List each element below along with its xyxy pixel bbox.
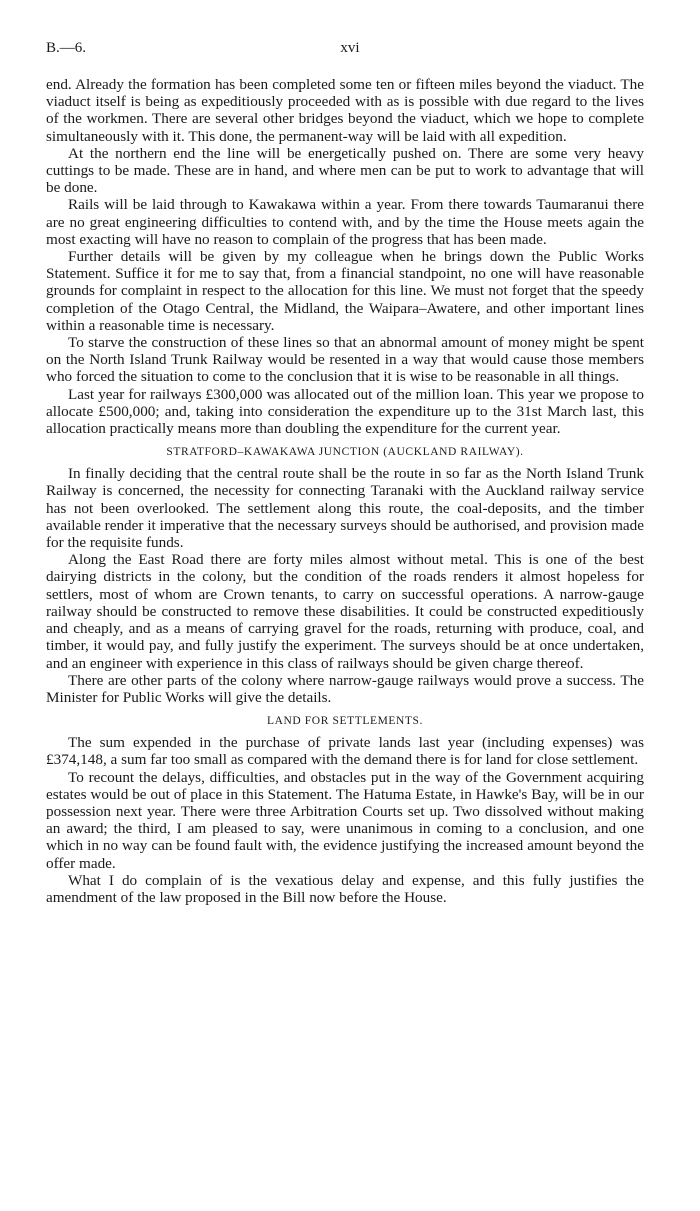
paragraph: Along the East Road there are forty miles almost without metal. This is one of the best dairying districts in the colony, but the condition of the roads renders it almost hopeless for settlers, most of whom are Crown tenants, to carry on successful operations. A narrow-gauge railway should be constructed to remove these disabilities. It could be constructed expeditiously and cheaply, and as a means of carrying gravel for the roads, returning with produce, coal, and timber, it would pay, and fully justify the experiment. The surveys should be at once undertaken, and an engineer with experience in this class of railways should be given charge thereof. xyxy=(46,551,644,672)
body-text xyxy=(46,76,644,906)
document-reference: B.—6. xyxy=(46,40,87,56)
section-heading: LAND FOR SETTLEMENTS. xyxy=(266,715,424,728)
paragraph: Rails will be laid through to Kawakawa within a year. From there towards Taumaranui there are no great engineering difficulties to contend with, and by the time the House meets again the most exacting will have no reason to complain of the progress that has been made. xyxy=(46,196,644,248)
paragraph: There are other parts of the colony where narrow-gauge railways would prove a success. The Minister for Public Works will give the details. xyxy=(46,671,644,706)
section-heading: STRATFORD–KAWAKAWA JUNCTION (AUCKLAND RAILWAY). xyxy=(166,446,524,459)
paragraph: end. Already the formation has been completed some ten or fifteen miles beyond the viaduct. The viaduct itself is being as expeditiously proceeded with as is possible with due regard to the lives of the workmen. There are several other bridges beyond the viaduct, which we hope to complete simultaneously with it. This done, the permanent-way will be laid with all expedition. xyxy=(46,76,644,145)
paragraph: In finally deciding that the central route shall be the route in so far as the North Island Trunk Railway is concerned, the necessity for connecting Taranaki with the Auckland railway service has not been overlooked. The settlement along this route, the coal-deposits, and the timber available render it imperative that the necessary surveys should be authorised, and provision made for the requisite funds. xyxy=(46,465,644,552)
paragraph: At the northern end the line will be energetically pushed on. There are some very heavy cuttings to be made. These are in hand, and where men can be put to work to advantage that will be done. xyxy=(46,144,644,197)
paragraph: The sum expended in the purchase of private lands last year (including expenses) was £374,148, a sum far too small as compared with the demand there is for land for close settlement. xyxy=(46,734,644,769)
page-number: xvi xyxy=(340,40,360,56)
paragraph: Last year for railways £300,000 was allocated out of the million loan. This year we propose to allocate £500,000; and, taking into consideration the expenditure up to the 31st March last, this allocation practically means more than doubling the expenditure for the current year. xyxy=(46,385,644,438)
paragraph: Further details will be given by my colleague when he brings down the Public Works Statement. Suffice it for me to say that, from a financial standpoint, no one will have reasonable grounds for complaint in respect to the allocation for this line. We must not forget that the speedy completion of the Otago Central, the Midland, the Waipara–Awatere, and other important lines within a reasonable time is necessary. xyxy=(46,248,644,334)
paragraph: To starve the construction of these lines so that an abnormal amount of money might be spent on the North Island Trunk Railway would be resented in a way that would cause those members who forced the situation to come to the conclusion that it is wise to be reasonable in all things. xyxy=(46,334,644,386)
running-header xyxy=(46,40,654,60)
paragraph: What I do complain of is the vexatious delay and expense, and this fully justifies the amendment of the law proposed in the Bill now before the House. xyxy=(46,871,644,906)
paragraph: To recount the delays, difficulties, and obstacles put in the way of the Government acquiring estates would be out of place in this Statement. The Hatuma Estate, in Hawke's Bay, will be in our possession next year. There were three Arbitration Courts set up. Two dissolved without making an award; the third, I am pleased to say, were unanimous in coming to a conclusion, and one which in no way can be found fault with, the evidence justifying the increased amount beyond the offer made. xyxy=(46,768,644,872)
